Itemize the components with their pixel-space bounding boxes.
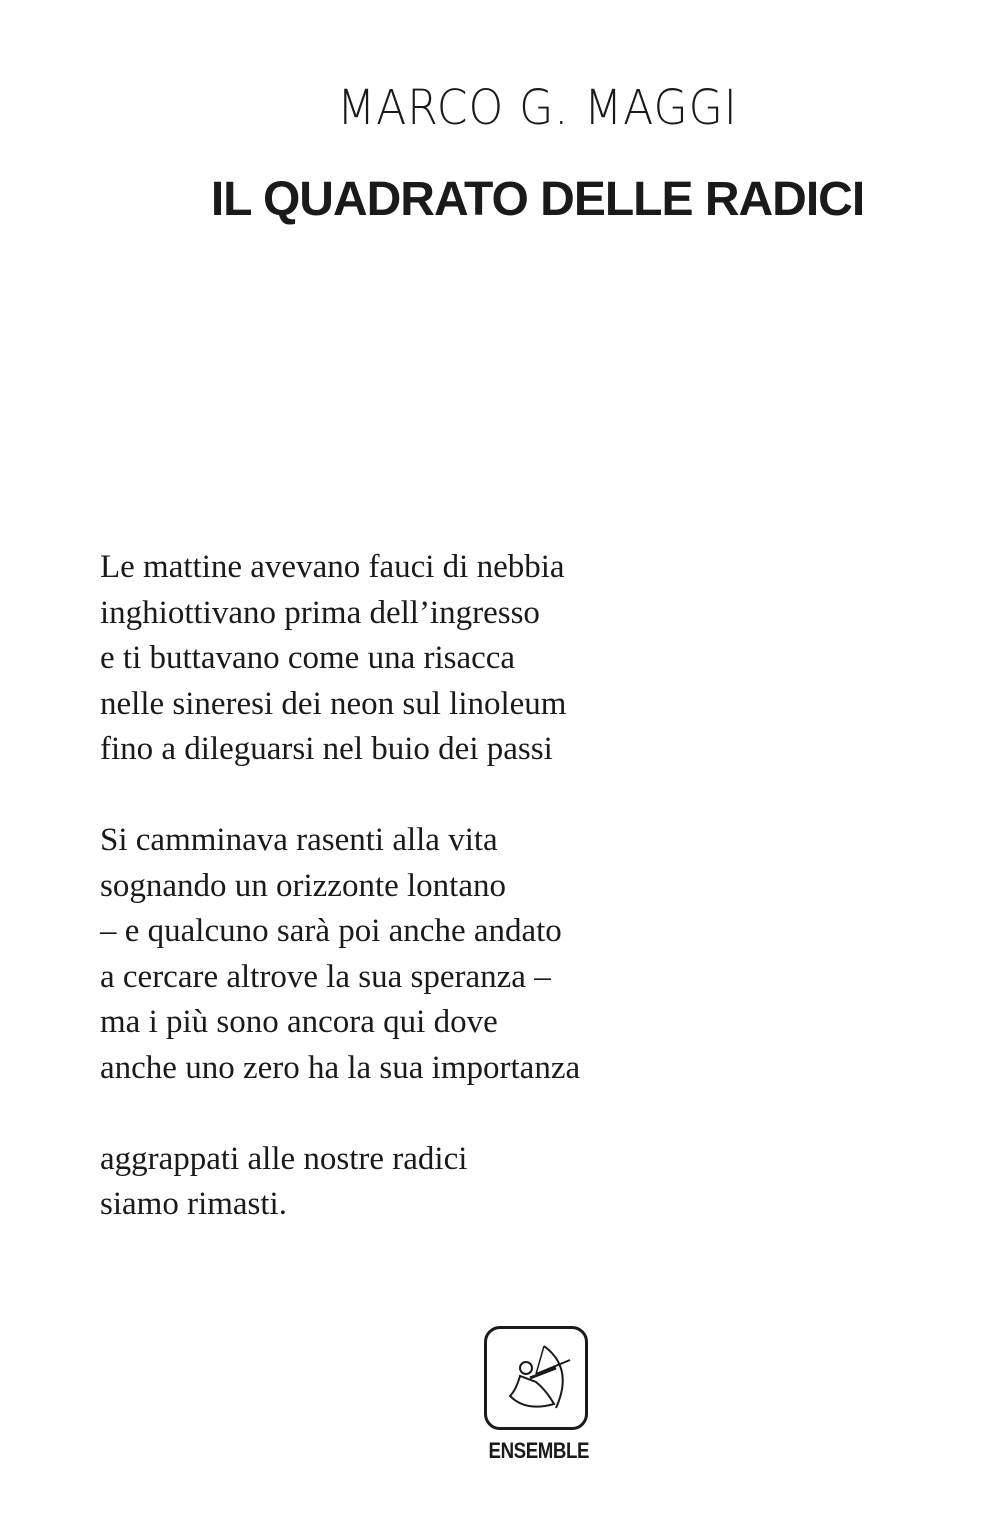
archer-icon	[484, 1326, 588, 1430]
poem-line: a cercare altrove la sua speranza –	[100, 958, 551, 995]
poem-line: sognando un orizzonte lontano	[100, 867, 506, 904]
author-name: MARCO G. MAGGI	[337, 80, 738, 136]
poem-line: inghiottivano prima dell’ingresso	[100, 594, 540, 631]
poem-line: aggrappati alle nostre radici	[100, 1140, 468, 1177]
stanza-1	[100, 545, 580, 773]
poem-line: Le mattine avevano fauci di nebbia	[100, 549, 565, 585]
stanza-2	[100, 818, 580, 1091]
stanza-3	[100, 1137, 580, 1228]
poem-line: nelle sineresi dei neon sul linoleum	[100, 685, 567, 722]
poem	[100, 545, 580, 1273]
poem-line: Si camminava rasenti alla vita	[100, 822, 498, 858]
book-title: IL QUADRATO DELLE RADICI	[210, 173, 865, 226]
poem-line: fino a dileguarsi nel buio dei passi	[100, 731, 553, 767]
poem-line: e ti buttavano come una risacca	[100, 640, 516, 676]
publisher-logo	[484, 1326, 594, 1464]
poem-line: siamo rimasti.	[100, 1186, 287, 1222]
poem-line: – e qualcuno sarà poi anche andato	[100, 913, 562, 949]
publisher-name: ENSEMBLE	[488, 1438, 590, 1463]
poem-line: anche uno zero ha la sua importanza	[100, 1049, 581, 1086]
poem-line: ma i più sono ancora qui dove	[100, 1004, 498, 1040]
